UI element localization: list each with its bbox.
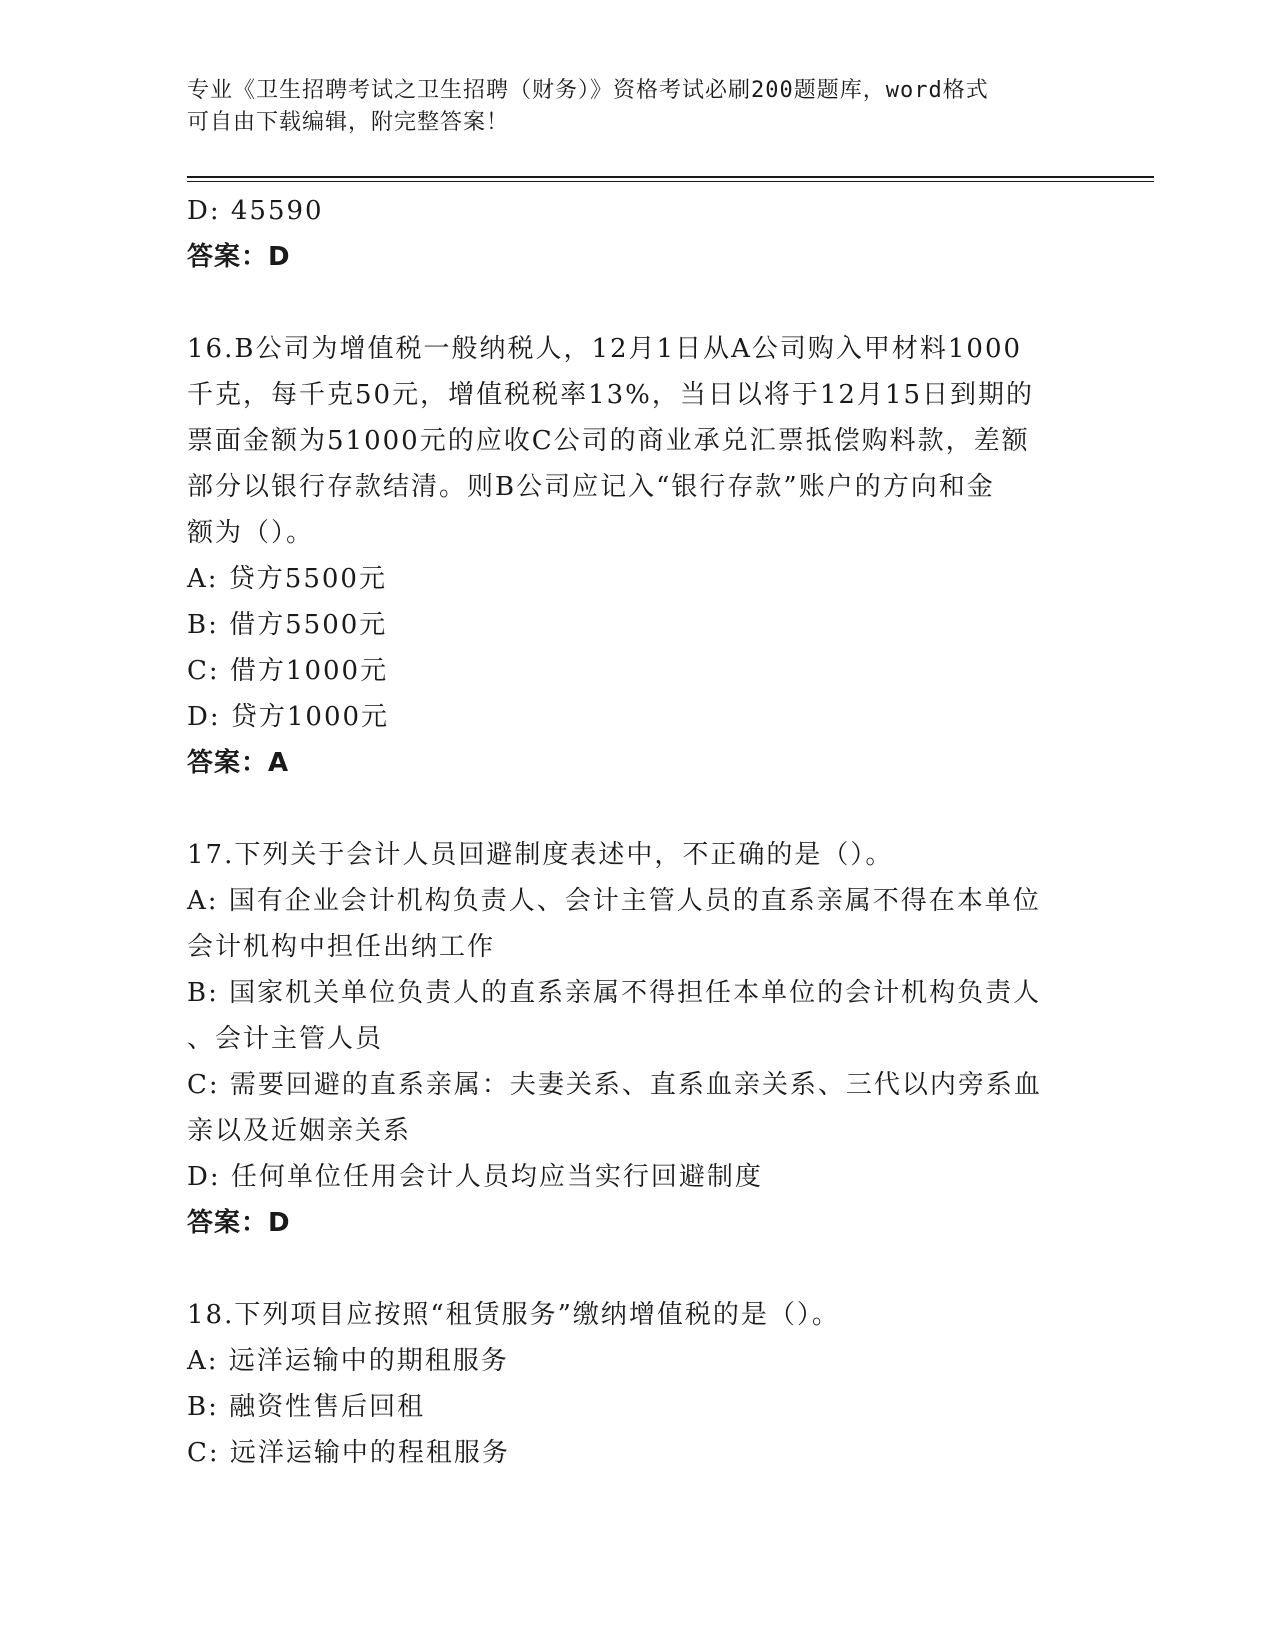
q16-stem-line: 额为（）。 <box>187 518 315 548</box>
prev-answer: 答案：D <box>187 242 291 272</box>
q16-option-c: C: 借方1000元 <box>187 656 389 686</box>
question-18 <box>187 1292 1087 1476</box>
spacer <box>187 1246 1087 1292</box>
q18-stem: 18.下列项目应按照“租赁服务”缴纳增值税的是（）。 <box>187 1300 840 1330</box>
q17-option-line: B: 国家机关单位负责人的直系亲属不得担任本单位的会计机构负责人 <box>187 978 1042 1008</box>
q17-stem: 17.下列关于会计人员回避制度表述中，不正确的是（）。 <box>187 840 894 870</box>
q16-stem-line: 16.B公司为增值税一般纳税人，12月1日从A公司购入甲材料1000 <box>187 334 1023 364</box>
q18-option-b: B: 融资性售后回租 <box>187 1392 426 1422</box>
document-body <box>187 188 1087 1476</box>
q17-option-line: A: 国有企业会计机构负责人、会计主管人员的直系亲属不得在本单位 <box>187 886 1041 916</box>
q16-stem-line: 千克，每千克50元，增值税税率13%，当日以将于12月15日到期的 <box>187 380 1035 410</box>
q16-stem-line: 票面金额为51000元的应收C公司的商业承兑汇票抵偿购料款，差额 <box>187 426 1030 456</box>
q16-option-b: B: 借方5500元 <box>187 610 388 640</box>
document-header <box>187 75 1067 139</box>
q17-option-line: 亲以及近姻亲关系 <box>187 1116 412 1146</box>
spacer <box>187 786 1087 832</box>
question-17 <box>187 832 1087 1246</box>
q17-option-line: 会计机构中担任出纳工作 <box>187 932 496 962</box>
header-line-2: 可自由下载编辑，附完整答案！ <box>187 110 510 135</box>
q16-stem-line: 部分以银行存款结清。则B公司应记入“银行存款”账户的方向和金 <box>187 472 995 502</box>
q17-option-line: 、会计主管人员 <box>187 1024 384 1054</box>
q17-answer: 答案：D <box>187 1208 291 1238</box>
q18-option-c: C: 远洋运输中的程租服务 <box>187 1438 510 1468</box>
q17-option-line: D: 任何单位任用会计人员均应当实行回避制度 <box>187 1162 763 1192</box>
q16-option-d: D: 贷方1000元 <box>187 702 390 732</box>
header-divider-thin <box>187 181 1154 182</box>
q16-option-a: A: 贷方5500元 <box>187 564 387 594</box>
q18-option-a: A: 远洋运输中的期租服务 <box>187 1346 509 1376</box>
q16-answer: 答案：A <box>187 748 290 778</box>
prev-option-d: D: 45590 <box>187 196 324 226</box>
header-divider-thick <box>187 176 1154 178</box>
spacer <box>187 280 1087 326</box>
q17-option-line: C: 需要回避的直系亲属：夫妻关系、直系血亲关系、三代以内旁系血 <box>187 1070 1042 1100</box>
question-16 <box>187 326 1087 786</box>
header-line-1: 专业《卫生招聘考试之卫生招聘（财务）》资格考试必刷200题题库，word格式 <box>187 78 989 103</box>
